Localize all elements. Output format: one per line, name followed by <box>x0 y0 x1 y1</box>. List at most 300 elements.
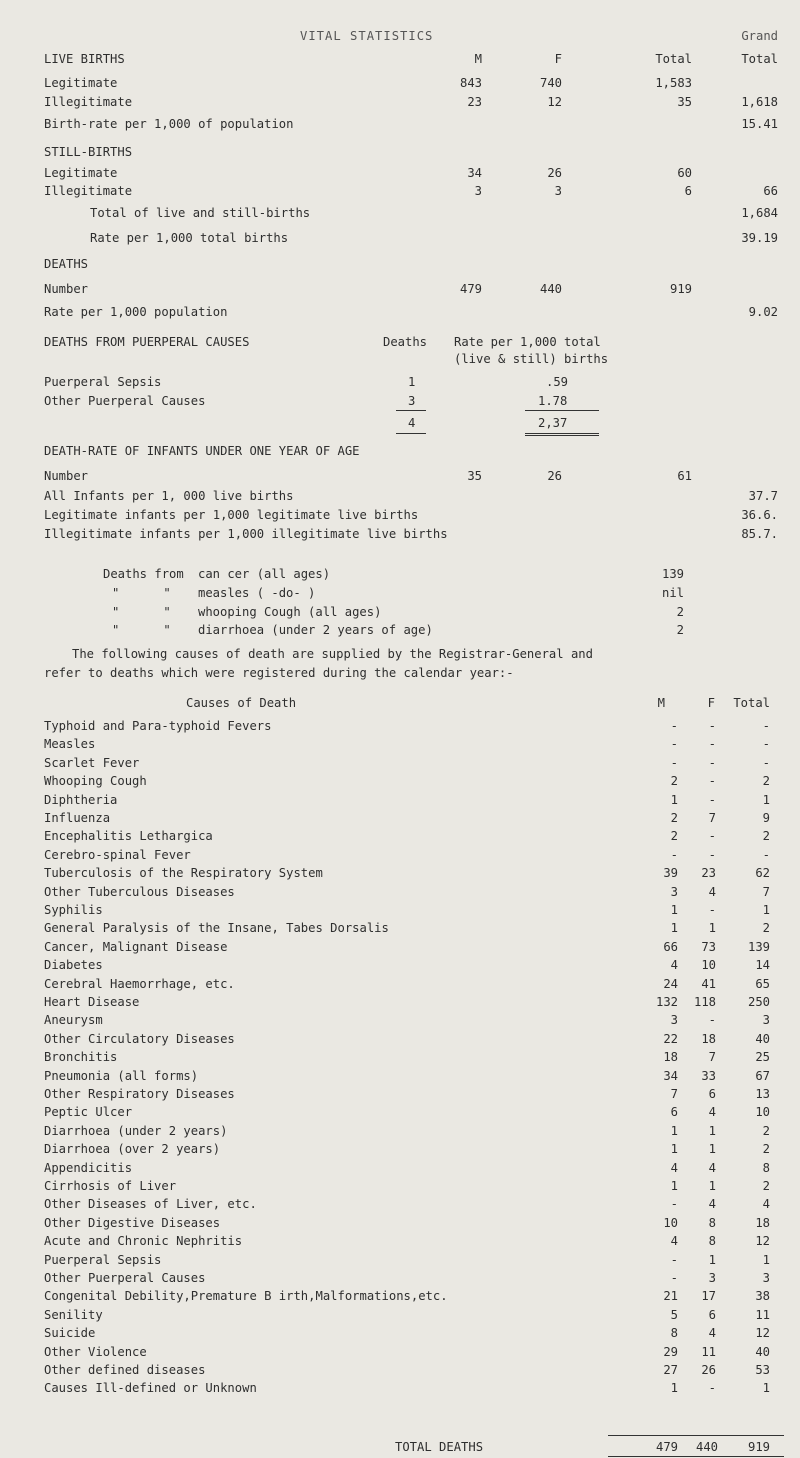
m-cell: 4 <box>670 958 678 972</box>
puerperal-heading: DEATHS FROM PUERPERAL CAUSES <box>44 335 250 349</box>
still-births-header <box>0 143 800 161</box>
total-cell: 25 <box>755 1050 770 1064</box>
f-cell: 10 <box>701 958 716 972</box>
total-cell: - <box>762 848 770 862</box>
still-births-heading: STILL-BIRTHS <box>44 145 133 159</box>
rule <box>525 410 599 411</box>
cause-cell: Senility <box>44 1308 103 1322</box>
cause-cell: Other Digestive Diseases <box>44 1216 221 1230</box>
cause-cell: Congenital Debility,Premature B irth,Malformations,etc. <box>44 1289 448 1303</box>
f-cell: 4 <box>708 1105 716 1119</box>
prefix: " " <box>112 605 171 619</box>
grand: 39.19 <box>741 231 778 245</box>
total: 60 <box>677 166 692 180</box>
label: Illegitimate infants per 1,000 illegitimate live births <box>44 527 448 541</box>
total-cell: 1 <box>762 903 770 917</box>
total-cell: 1 <box>762 1253 770 1267</box>
cause-cell: Bronchitis <box>44 1050 118 1064</box>
table-row <box>0 1030 800 1048</box>
cause-cell: Acute and Chronic Nephritis <box>44 1234 243 1248</box>
prefix: Deaths from <box>103 567 184 581</box>
table-row <box>0 846 800 864</box>
total-cell: 250 <box>747 995 770 1009</box>
table-row <box>0 901 800 919</box>
total-cell: 67 <box>755 1069 770 1083</box>
f-cell: 41 <box>701 977 716 991</box>
table-row <box>0 1251 800 1269</box>
cause: can cer (all ages) <box>198 567 331 581</box>
cause-cell: Other Violence <box>44 1345 147 1359</box>
total-cell: 7 <box>762 885 770 899</box>
f-cell: - <box>708 774 716 788</box>
table-row <box>0 956 800 974</box>
cause: measles ( -do- ) <box>198 586 316 600</box>
f-cell: 8 <box>708 1216 716 1230</box>
still-legit-row <box>0 164 800 182</box>
m-cell: 18 <box>663 1050 678 1064</box>
total-cell: 1 <box>762 793 770 807</box>
table-row <box>0 735 800 753</box>
col-f: F <box>554 52 562 66</box>
m-cell: - <box>670 756 678 770</box>
total-rate: 2,37 <box>538 416 568 430</box>
grand: 36.6. <box>741 508 778 522</box>
label: Rate per 1,000 total births <box>90 231 289 245</box>
total-cell: 12 <box>755 1326 770 1340</box>
infants-header <box>0 442 800 460</box>
f-cell: - <box>708 719 716 733</box>
grand: 85.7. <box>741 527 778 541</box>
cause-cell: Whooping Cough <box>44 774 147 788</box>
total: 61 <box>677 469 692 483</box>
f: 26 <box>547 469 562 483</box>
f-cell: 26 <box>701 1363 716 1377</box>
note-text: The following causes of death are supplied by the Registrar-General and <box>72 647 593 661</box>
note-line-1 <box>0 645 800 663</box>
cause-cell: Syphilis <box>44 903 103 917</box>
table-row <box>0 1103 800 1121</box>
f-cell: 33 <box>701 1069 716 1083</box>
f: 440 <box>539 282 562 296</box>
rule <box>525 435 599 436</box>
table-row <box>0 919 800 937</box>
cause-cell: Heart Disease <box>44 995 140 1009</box>
f-cell: 4 <box>708 1161 716 1175</box>
cause: diarrhoea (under 2 years of age) <box>198 623 433 637</box>
value: nil <box>661 586 684 600</box>
label: Birth-rate per 1,000 of population <box>44 117 294 131</box>
m-cell: 1 <box>670 1142 678 1156</box>
total-cell: 139 <box>747 940 770 954</box>
total-cell: 18 <box>755 1216 770 1230</box>
header-total: Total <box>733 696 770 710</box>
label: Illegitimate <box>44 95 133 109</box>
m-cell: 39 <box>663 866 678 880</box>
f-cell: 7 <box>708 811 716 825</box>
grand-header-2: Total <box>741 52 778 66</box>
table-row <box>0 1011 800 1029</box>
m-cell: 10 <box>663 1216 678 1230</box>
col-rate-1: Rate per 1,000 total <box>454 335 601 349</box>
m-cell: 29 <box>663 1345 678 1359</box>
total-cell: - <box>762 737 770 751</box>
still-illegit-row <box>0 182 800 200</box>
m-cell: 1 <box>670 1124 678 1138</box>
f-cell: - <box>708 756 716 770</box>
total-cell: - <box>762 719 770 733</box>
f-cell: 4 <box>708 1326 716 1340</box>
cause-cell: Tuberculosis of the Respiratory System <box>44 866 323 880</box>
f-cell: 4 <box>708 1197 716 1211</box>
grand: 1,618 <box>741 95 778 109</box>
f-cell: - <box>708 829 716 843</box>
f-cell: 6 <box>708 1087 716 1101</box>
f-cell: 1 <box>708 1179 716 1193</box>
specific-death-row <box>0 565 800 583</box>
f-cell: 11 <box>701 1345 716 1359</box>
total-deaths: 4 <box>408 416 416 430</box>
f-cell: 1 <box>708 921 716 935</box>
total: 919 <box>669 282 692 296</box>
grand-header-1: Grand <box>741 29 778 43</box>
cause-cell: General Paralysis of the Insane, Tabes Dorsalis <box>44 921 389 935</box>
table-row <box>0 827 800 845</box>
total-cell: 11 <box>755 1308 770 1322</box>
cause-cell: Other Tuberculous Diseases <box>44 885 235 899</box>
table-row <box>0 1159 800 1177</box>
m-cell: 2 <box>670 811 678 825</box>
rule <box>608 1456 784 1457</box>
total-f: 440 <box>695 1440 718 1454</box>
col-m: M <box>474 52 482 66</box>
m-cell: - <box>670 1271 678 1285</box>
total-cell: 10 <box>755 1105 770 1119</box>
cause-cell: Measles <box>44 737 96 751</box>
m-cell: 27 <box>663 1363 678 1377</box>
table-row <box>0 864 800 882</box>
m-cell: 21 <box>663 1289 678 1303</box>
cause-cell: Diabetes <box>44 958 103 972</box>
puerperal-total-row <box>0 414 800 432</box>
header-cause: Causes of Death <box>186 696 297 710</box>
rate: 1.78 <box>538 394 568 408</box>
table-row <box>0 754 800 772</box>
total-cell: 40 <box>755 1345 770 1359</box>
m-cell: - <box>670 1253 678 1267</box>
prefix: " " <box>112 586 171 600</box>
m-cell: 5 <box>670 1308 678 1322</box>
f-cell: 7 <box>708 1050 716 1064</box>
f-cell: - <box>708 737 716 751</box>
table-row <box>0 772 800 790</box>
f-cell: 3 <box>708 1271 716 1285</box>
infants-illegit-row <box>0 525 800 543</box>
f-cell: - <box>708 848 716 862</box>
total: 1,583 <box>655 76 692 90</box>
cause-cell: Diarrhoea (under 2 years) <box>44 1124 228 1138</box>
table-row <box>0 1343 800 1361</box>
live-births-heading: LIVE BIRTHS <box>44 52 125 66</box>
total-cell: 2 <box>762 921 770 935</box>
birth-rate-row <box>0 115 800 133</box>
label: Legitimate <box>44 166 118 180</box>
specific-death-row <box>0 621 800 639</box>
total-cell: 38 <box>755 1289 770 1303</box>
total-live-still-row <box>0 204 800 222</box>
table-row <box>0 975 800 993</box>
m-cell: 3 <box>670 1013 678 1027</box>
cause-cell: Diphtheria <box>44 793 118 807</box>
rule <box>396 433 426 434</box>
cause-cell: Puerperal Sepsis <box>44 1253 162 1267</box>
live-births-header <box>0 50 800 68</box>
table-row <box>0 1324 800 1342</box>
m: 35 <box>467 469 482 483</box>
table-row <box>0 717 800 735</box>
total-cell: 2 <box>762 1142 770 1156</box>
cause-cell: Scarlet Fever <box>44 756 140 770</box>
cause-cell: Causes Ill-defined or Unknown <box>44 1381 257 1395</box>
grand: 37.7 <box>748 489 778 503</box>
table-row <box>0 809 800 827</box>
m: 479 <box>459 282 482 296</box>
puerperal-header <box>0 333 800 351</box>
f-cell: - <box>708 903 716 917</box>
total-cell: 9 <box>762 811 770 825</box>
total-cell: 13 <box>755 1087 770 1101</box>
table-row <box>0 993 800 1011</box>
m-cell: - <box>670 737 678 751</box>
live-illegit-row <box>0 93 800 111</box>
grand: 66 <box>763 184 778 198</box>
table-row <box>0 1361 800 1379</box>
table-row <box>0 1140 800 1158</box>
cause-cell: Other Respiratory Diseases <box>44 1087 235 1101</box>
cause-cell: Influenza <box>44 811 111 825</box>
cause-cell: Appendicitis <box>44 1161 133 1175</box>
total-cell: - <box>762 756 770 770</box>
f-cell: 8 <box>708 1234 716 1248</box>
label: Rate per 1,000 population <box>44 305 228 319</box>
table-row <box>0 1232 800 1250</box>
f: 3 <box>554 184 562 198</box>
m-cell: 4 <box>670 1234 678 1248</box>
header-f: F <box>707 696 715 710</box>
label: Legitimate <box>44 76 118 90</box>
puerperal-row-1 <box>0 373 800 391</box>
table-row <box>0 1085 800 1103</box>
f-cell: 1 <box>708 1253 716 1267</box>
cause-cell: Peptic Ulcer <box>44 1105 133 1119</box>
rate: .59 <box>546 375 569 389</box>
total-cell: 2 <box>762 774 770 788</box>
still-rate-row <box>0 229 800 247</box>
note-line-2 <box>0 664 800 682</box>
table-row <box>0 791 800 809</box>
deaths-heading: DEATHS <box>44 257 89 271</box>
cause: whooping Cough (all ages) <box>198 605 382 619</box>
f: 12 <box>547 95 562 109</box>
table-row <box>0 883 800 901</box>
table-row <box>0 1306 800 1324</box>
total-cell: 3 <box>762 1013 770 1027</box>
total-cell: 2 <box>762 1179 770 1193</box>
m: 843 <box>459 76 482 90</box>
m-cell: 132 <box>655 995 678 1009</box>
m-cell: - <box>670 719 678 733</box>
table-row <box>0 1067 800 1085</box>
label: All Infants per 1, 000 live births <box>44 489 294 503</box>
m-cell: 1 <box>670 921 678 935</box>
m-cell: 7 <box>670 1087 678 1101</box>
cause-cell: Cerebral Haemorrhage, etc. <box>44 977 235 991</box>
total-cell: 40 <box>755 1032 770 1046</box>
infants-number-row <box>0 467 800 485</box>
f: 26 <box>547 166 562 180</box>
table-row <box>0 1379 800 1397</box>
f-cell: 1 <box>708 1124 716 1138</box>
total-cell: 65 <box>755 977 770 991</box>
f-cell: 1 <box>708 1142 716 1156</box>
m-cell: 8 <box>670 1326 678 1340</box>
total: 6 <box>684 184 692 198</box>
table-row <box>0 1048 800 1066</box>
table-row <box>0 1214 800 1232</box>
infants-all-row <box>0 487 800 505</box>
f-cell: 4 <box>708 885 716 899</box>
cause-cell: Encephalitis Lethargica <box>44 829 213 843</box>
value: 2 <box>676 623 684 637</box>
grand: 9.02 <box>748 305 778 319</box>
cause-cell: Other Puerperal Causes <box>44 1271 206 1285</box>
m: 34 <box>467 166 482 180</box>
col-rate-2: (live & still) births <box>454 352 609 366</box>
infants-legit-row <box>0 506 800 524</box>
cause-cell: Cerebro-spinal Fever <box>44 848 191 862</box>
total-cell: 53 <box>755 1363 770 1377</box>
total-cell: 12 <box>755 1234 770 1248</box>
f-cell: 23 <box>701 866 716 880</box>
deaths-number-row <box>0 280 800 298</box>
deaths: 1 <box>408 375 416 389</box>
m-cell: 1 <box>670 1381 678 1395</box>
grand: 1,684 <box>741 206 778 220</box>
label: Number <box>44 469 89 483</box>
cause-cell: Other defined diseases <box>44 1363 206 1377</box>
cause-cell: Diarrhoea (over 2 years) <box>44 1142 221 1156</box>
total: 35 <box>677 95 692 109</box>
cause-cell: Cirrhosis of Liver <box>44 1179 177 1193</box>
total-cell: 14 <box>755 958 770 972</box>
specific-death-row <box>0 603 800 621</box>
m-cell: 4 <box>670 1161 678 1175</box>
m-cell: - <box>670 1197 678 1211</box>
col-deaths: Deaths <box>383 335 428 349</box>
rule <box>608 1435 784 1436</box>
causes-table-header <box>0 694 800 712</box>
m: 3 <box>474 184 482 198</box>
header-m: M <box>657 696 665 710</box>
m-cell: 3 <box>670 885 678 899</box>
label: Legitimate infants per 1,000 legitimate live births <box>44 508 419 522</box>
m-cell: 24 <box>663 977 678 991</box>
total-m: 479 <box>655 1440 678 1454</box>
infants-heading: DEATH-RATE OF INFANTS UNDER ONE YEAR OF AGE <box>44 444 360 458</box>
title-row <box>0 27 800 45</box>
total-cell: 8 <box>762 1161 770 1175</box>
m-cell: 1 <box>670 1179 678 1193</box>
total-deaths-row <box>0 1438 800 1456</box>
deaths: 3 <box>408 394 416 408</box>
col-total: Total <box>655 52 692 66</box>
puerperal-header-2 <box>0 350 800 368</box>
table-row <box>0 1177 800 1195</box>
table-row <box>0 1287 800 1305</box>
f-cell: - <box>708 1381 716 1395</box>
m-cell: - <box>670 848 678 862</box>
m-cell: 22 <box>663 1032 678 1046</box>
m-cell: 6 <box>670 1105 678 1119</box>
cause-cell: Suicide <box>44 1326 96 1340</box>
specific-death-row <box>0 584 800 602</box>
total-cell: 2 <box>762 1124 770 1138</box>
rule <box>396 410 426 411</box>
m-cell: 1 <box>670 793 678 807</box>
cause-cell: Pneumonia (all forms) <box>44 1069 199 1083</box>
deaths-rate-row <box>0 303 800 321</box>
table-row <box>0 1269 800 1287</box>
cause-cell: Other Diseases of Liver, etc. <box>44 1197 257 1211</box>
cause-cell: Aneurysm <box>44 1013 103 1027</box>
f-cell: 73 <box>701 940 716 954</box>
f-cell: 118 <box>693 995 716 1009</box>
total-t: 919 <box>747 1440 770 1454</box>
table-row <box>0 1195 800 1213</box>
f-cell: 17 <box>701 1289 716 1303</box>
page-title: VITAL STATISTICS <box>300 29 434 43</box>
total-cell: 1 <box>762 1381 770 1395</box>
f: 740 <box>539 76 562 90</box>
m: 23 <box>467 95 482 109</box>
total-cell: 3 <box>762 1271 770 1285</box>
label: Number <box>44 282 89 296</box>
value: 2 <box>676 605 684 619</box>
f-cell: - <box>708 793 716 807</box>
table-row <box>0 1122 800 1140</box>
m-cell: 66 <box>663 940 678 954</box>
value: 139 <box>661 567 684 581</box>
f-cell: 6 <box>708 1308 716 1322</box>
total-cell: 4 <box>762 1197 770 1211</box>
m-cell: 1 <box>670 903 678 917</box>
f-cell: - <box>708 1013 716 1027</box>
label: Illegitimate <box>44 184 133 198</box>
total-label: TOTAL DEATHS <box>395 1440 484 1454</box>
total-cell: 2 <box>762 829 770 843</box>
cause-cell: Other Circulatory Diseases <box>44 1032 235 1046</box>
puerperal-row-2 <box>0 392 800 410</box>
label: Other Puerperal Causes <box>44 394 206 408</box>
cause-cell: Typhoid and Para-typhoid Fevers <box>44 719 272 733</box>
label: Puerperal Sepsis <box>44 375 162 389</box>
deaths-header <box>0 255 800 273</box>
f-cell: 18 <box>701 1032 716 1046</box>
grand: 15.41 <box>741 117 778 131</box>
label: Total of live and still-births <box>90 206 311 220</box>
prefix: " " <box>112 623 171 637</box>
live-legit-row <box>0 74 800 92</box>
m-cell: 2 <box>670 774 678 788</box>
